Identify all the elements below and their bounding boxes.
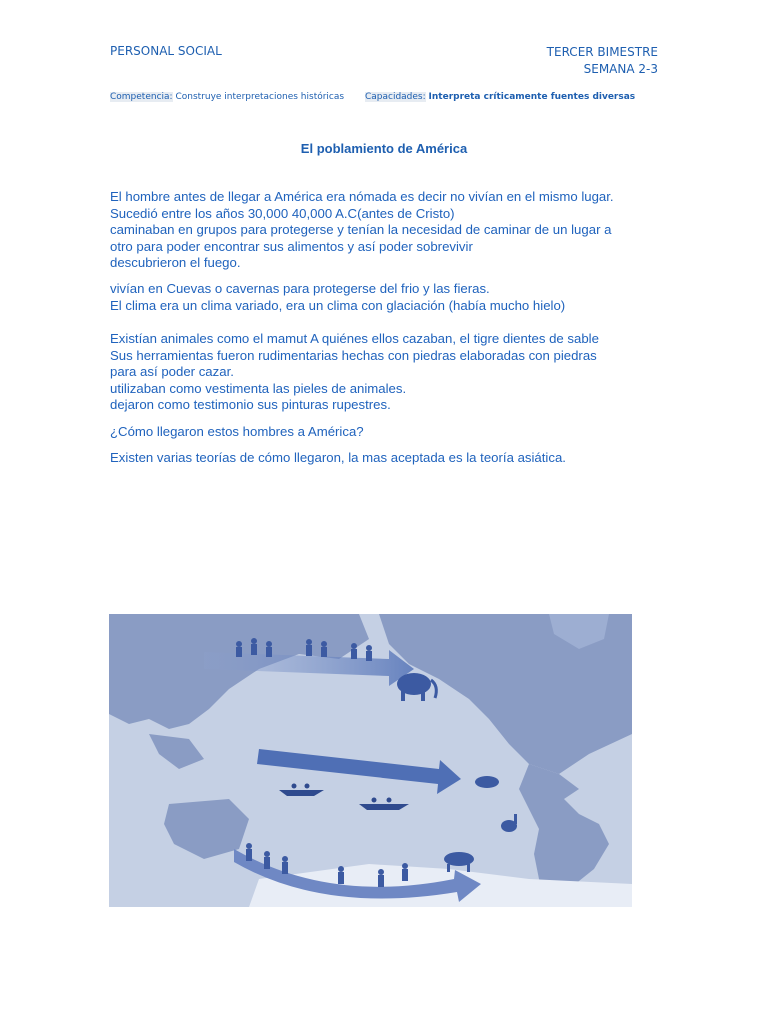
competency-value: Construye interpretaciones históricas <box>175 92 345 102</box>
text-line: dejaron como testimonio sus pinturas rupestres. <box>110 397 391 413</box>
question-text: ¿Cómo llegaron estos hombres a América? <box>110 424 364 439</box>
text-line: caminaban en grupos para protegerse y tenían la necesidad de caminar de un lugar a <box>110 222 612 238</box>
paragraph-caves <box>110 281 670 314</box>
competency-line <box>110 92 635 102</box>
answer-text: Existen varias teorías de cómo llegaron, la mas aceptada es la teoría asiática. <box>110 450 566 465</box>
migration-map-image <box>109 614 632 907</box>
text-line: El clima era un clima variado, era un clima con glaciación (había mucho hielo) <box>110 297 566 313</box>
subject-header: PERSONAL SOCIAL <box>110 44 222 58</box>
capacities-value: Interpreta críticamente fuentes diversas <box>428 92 636 102</box>
text-line: para así poder cazar. <box>110 364 234 380</box>
paragraph-nomads <box>110 189 670 272</box>
text-line: otro para poder encontrar sus alimentos y así poder sobrevivir <box>110 238 473 254</box>
competency-label: Competencia: <box>110 92 173 102</box>
page-title: El poblamiento de América <box>300 141 468 156</box>
text-line: descubrieron el fuego. <box>110 255 241 271</box>
term-header <box>547 44 658 78</box>
text-line: Existían animales como el mamut A quiénes ellos cazaban, el tigre dientes de sable <box>110 331 599 346</box>
capacities-label: Capacidades: <box>364 92 426 102</box>
week-label: SEMANA 2-3 <box>583 62 658 76</box>
text-line: El hombre antes de llegar a América era nómada es decir no vivían en el mismo lugar. <box>110 189 614 204</box>
text-line: Sucedió entre los años 30,000 40,000 A.C(antes de Cristo) <box>110 205 455 221</box>
term-label: TERCER BIMESTRE <box>546 45 658 59</box>
text-line: utilizaban como vestimenta las pieles de animales. <box>110 380 407 396</box>
paragraph-animals <box>110 331 670 414</box>
text-line: Sus herramientas fueron rudimentarias hechas con piedras elaboradas con piedras <box>110 347 597 363</box>
text-line: vivían en Cuevas o cavernas para protegerse del frio y las fieras. <box>110 281 490 296</box>
